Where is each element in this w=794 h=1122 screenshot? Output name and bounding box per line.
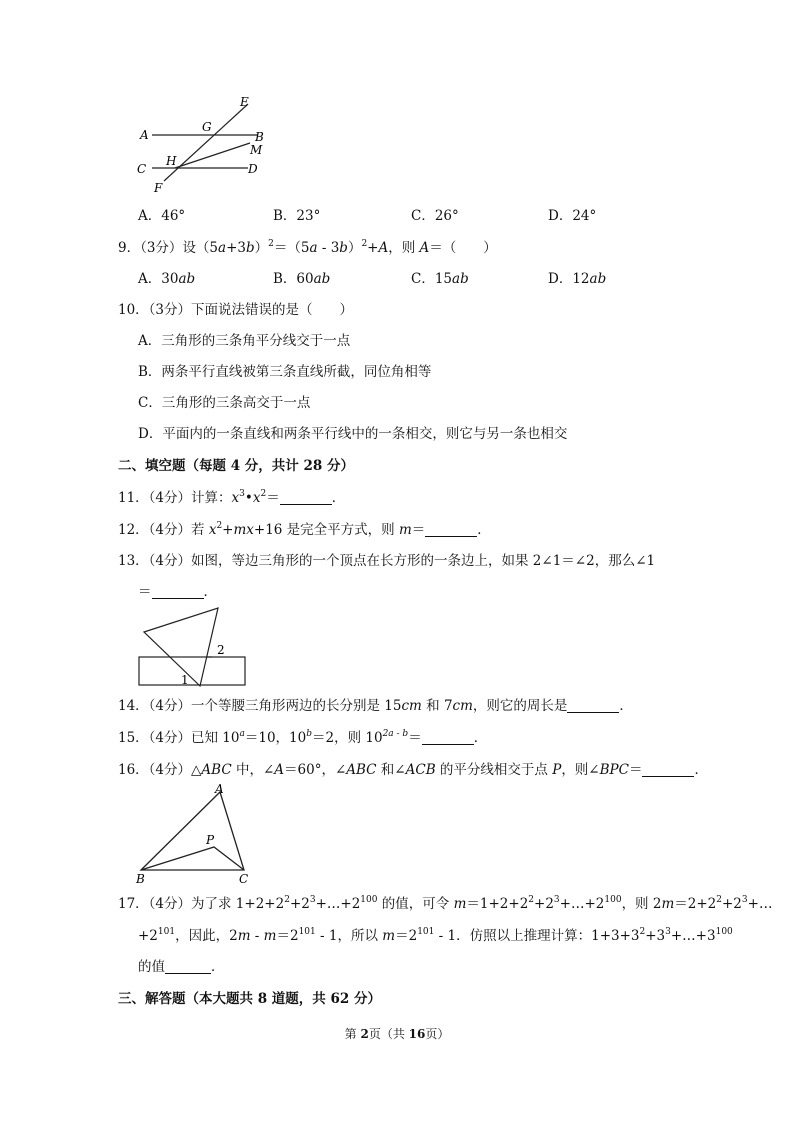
q11: 11．（4分）计算：$x^3•x^2=$ ． — [118, 489, 346, 506]
triangle-abc-figure — [132, 782, 257, 888]
q10-option-b: B．两条平行直线被第三条直线所截，同位角相等 — [138, 364, 432, 380]
label-b: B — [255, 130, 264, 144]
q14: 14．（4分）一个等腰三角形两边的长分别是 15cm 和 7cm，则它的周长是 ． — [118, 698, 633, 714]
label-g: G — [202, 120, 212, 134]
q12: 12．（4分）若 $x^2+mx+16$ 是完全平方式，则 m＝ ． — [118, 521, 491, 538]
q9-option-a: A．30ab — [138, 271, 196, 287]
label-f: F — [154, 181, 163, 195]
label-m: M — [250, 143, 263, 157]
q9-option-b: B．60ab — [273, 271, 331, 287]
q8-option-d: D．24° — [548, 208, 597, 224]
q17-line-1: 17．（4分）为了求 $1+2+2^2+2^3+\dots+2^{100}$ 的值，可令 $m=1+2+2^2+2^3+\dots+2^{100}$，则 $2m=2+2^2+2^3+\dots$ — [118, 895, 773, 912]
q16-answer-blank[interactable] — [642, 762, 694, 777]
q8-option-c: C．26° — [411, 208, 459, 224]
bisector-bp-cp — [141, 847, 244, 870]
triangle-rectangle-figure — [136, 604, 251, 688]
angle-label-2: 2 — [217, 643, 225, 657]
q10-stem: 10．（3分）下面说法错误的是（ ） — [118, 302, 354, 318]
label-h: H — [166, 154, 177, 168]
q13-answer-line: ＝ ． — [138, 584, 217, 600]
q13-answer-blank[interactable] — [152, 584, 204, 599]
q11-answer-blank[interactable] — [280, 490, 332, 505]
q10-option-a: A．三角形的三条角平分线交于一点 — [138, 333, 351, 349]
q8-option-a: A．46° — [138, 208, 186, 224]
q10-option-c: C．三角形的三条高交于一点 — [138, 395, 311, 411]
rectangle — [139, 657, 245, 685]
q17-line-2: $+2^{101}$，因此，$2m - m=2^{101} - 1$，所以 $m=2^{101} - 1$．仿照以上推理计算：$1+3+3^2+3^3+\dots+3^{100}$ — [138, 927, 733, 944]
vertex-label-c: C — [239, 872, 249, 886]
q9-stem: 9．（3分）设$(5a+3b)^2=(5a - 3b)^2+A$，则 A＝（ ） — [118, 239, 497, 256]
q15-answer-blank[interactable] — [422, 730, 474, 745]
q12-answer-blank[interactable] — [425, 522, 477, 537]
q8-option-b: B．23° — [273, 208, 321, 224]
line-ef — [164, 104, 248, 181]
q14-answer-blank[interactable] — [567, 698, 619, 713]
label-d: D — [248, 162, 258, 176]
label-c: C — [137, 162, 147, 176]
line-hm — [175, 143, 250, 168]
label-a: A — [140, 128, 149, 142]
q17-answer-blank[interactable] — [165, 959, 211, 974]
parallel-lines-figure — [130, 95, 270, 195]
q15: 15．（4分）已知 $10^a=10$，$10^b=2$，则 $10^{2a - b}=$ ． — [118, 729, 488, 746]
q16: 16．（4分）△ABC 中，∠A＝60°，∠ABC 和∠ACB 的平分线相交于点 P，则∠BPC＝ ． — [118, 762, 708, 778]
label-e: E — [240, 95, 249, 109]
section-2-title: 二、填空题（每题 4 分，共计 28 分） — [118, 458, 354, 474]
q9-option-d: D．12ab — [548, 271, 607, 287]
angle-label-1: 1 — [181, 673, 189, 687]
page-footer: 第 2页（共 16页） — [344, 1027, 450, 1041]
vertex-label-b: B — [136, 872, 145, 886]
q17-line-3: 的值 ． — [138, 959, 225, 975]
vertex-label-a: A — [215, 782, 224, 796]
point-label-p: P — [206, 833, 215, 847]
q10-option-d: D．平面内的一条直线和两条平行线中的一条相交，则它与另一条也相交 — [138, 426, 568, 442]
q9-option-c: C．15ab — [411, 271, 469, 287]
q13-stem: 13．（4分）如图，等边三角形的一个顶点在长方形的一条边上，如果 2∠1＝∠2，那么∠1 — [118, 553, 656, 569]
section-3-title: 三、解答题（本大题共 8 道题，共 62 分） — [118, 991, 381, 1007]
